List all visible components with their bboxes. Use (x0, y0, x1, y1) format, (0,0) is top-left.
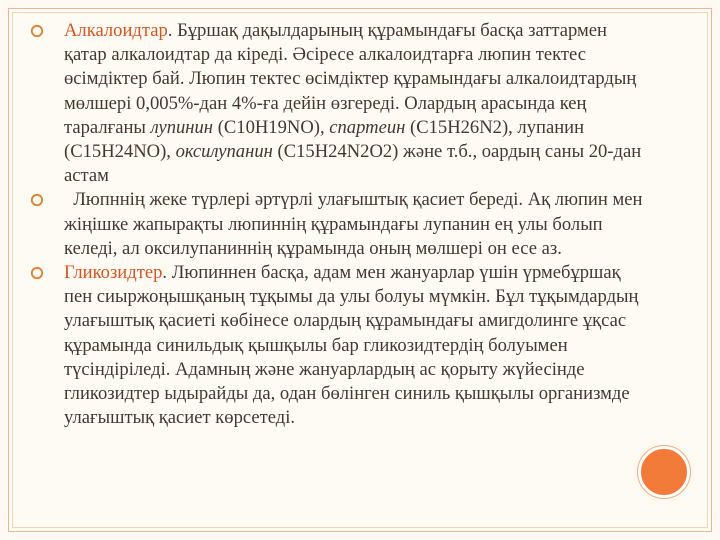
text-segment: . Люпиннен басқа, адам мен жануарлар үшін үрмебұршақ пен сиыржоңышқаның тұқымы да улы болуы мүмкін. Бұл тұқымдардың улағыштық қасиеті көбінесе олардың құрамындағы амигдолинге ұқсас құрамында синильдық қышқылы бар гликозидтердің болуымен түсіндіріледі. Адамның және жануарлардың ас қорыту жүйесінде гликозидтер ыдырайды да, одан бөлінген синиль қышқылы организмде улағыштық қасиет көрсетеді. (64, 262, 639, 429)
circle-bullet-icon (30, 188, 64, 212)
italic-oxylupanine: оксилупанин (175, 141, 273, 163)
bullet-text (64, 19, 650, 188)
bullet-text (64, 188, 650, 261)
text-segment: (С10Н19NO), (213, 116, 330, 138)
italic-lupinin: лупинин (150, 116, 214, 138)
term-glycosides: Гликозидтер (64, 262, 163, 284)
circle-bullet-icon (30, 261, 64, 285)
text-segment: Люпннің жеке түрлері әртүрлі улағыштық қасиет береді. Ақ люпин мен жіңішке жапырақты люпиннің құрамындағы лупанин ең улы болып келеді, ал оксилупаниннің құрамында оның мөлшері он есе аз. (64, 189, 648, 259)
text-segment: (С15Н26N2), лупанин (С15Н24NO), (64, 116, 585, 163)
decorative-orange-circle (638, 446, 690, 498)
text-segment: . Бұршақ дақылдарының құрамындағы басқа заттармен қатар алкалоидтар да кіреді. Әсіресе алкалоидтарға люпин тектес өсімдіктер бай. Люпин тектес өсімдіктер құрамындағы алкалоидтардың мөлшері 0,005%-дан 4%-ға дейін өзгереді. Олардың арасында кең таралғаны (64, 20, 637, 138)
term-alkaloids: Алкалоидтар (64, 20, 168, 41)
bullet-text (64, 261, 650, 430)
italic-sparteine: спартеин (329, 116, 406, 138)
text-segment: (С15Н24N2O2) және т.б., оардың саны 20-дан астам (64, 141, 642, 187)
bullet-lupin-species (30, 188, 650, 261)
circle-bullet-icon (30, 19, 64, 43)
bullet-alkaloids (30, 19, 650, 188)
slide-content (30, 19, 650, 430)
bullet-glycosides (30, 261, 650, 430)
